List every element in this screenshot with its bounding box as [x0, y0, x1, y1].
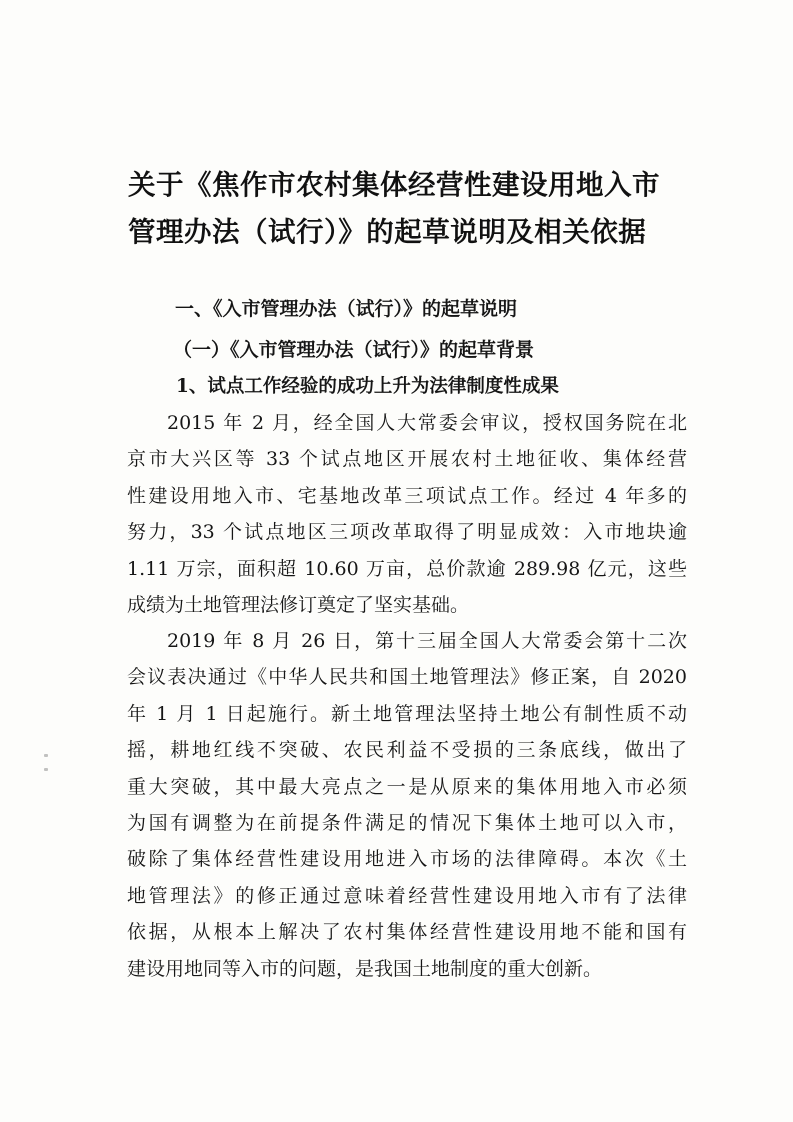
scan-margin-mark	[44, 768, 48, 771]
paragraph-line: 性建设用地入市、宅基地改革三项试点工作。经过 4 年多的	[127, 484, 687, 507]
paragraph-line: 1.11 万宗，面积超 10.60 万亩，总价款逾 289.98 亿元，这些	[127, 557, 687, 580]
section-heading-1: 一、《入市管理办法（试行）》的起草说明	[175, 298, 518, 320]
subsection-heading-1: （一）《入市管理办法（试行）》的起草背景	[173, 339, 535, 361]
paragraph-line: 2015 年 2 月，经全国人大常委会审议，授权国务院在北	[167, 412, 687, 434]
paragraph-line: 京市大兴区等 33 个试点地区开展农村土地征收、集体经营	[127, 448, 687, 471]
item-heading-1: 1、试点工作经验的成功上升为法律制度性成果	[176, 376, 559, 397]
title-line-2: 管理办法（试行）》的起草说明及相关依据	[128, 216, 647, 248]
body-paragraph-1	[127, 405, 687, 623]
paragraph-line: 地管理法》的修正通过意味着经营性建设用地入市有了法律	[127, 884, 687, 907]
paragraph-line: 成绩为土地管理法修订奠定了坚实基础。	[127, 594, 470, 617]
paragraph-line: 会议表决通过《中华人民共和国土地管理法》修正案，自 2020	[127, 666, 687, 689]
paragraph-line: 年 1 月 1 日起施行。新土地管理法坚持土地公有制性质不动	[127, 702, 687, 725]
paragraph-line: 为国有调整为在前提条件满足的情况下集体土地可以入市，	[127, 812, 687, 835]
paragraph-line: 建设用地同等入市的问题，是我国土地制度的重大创新。	[127, 957, 603, 980]
scan-margin-mark	[44, 754, 48, 757]
paragraph-line: 破除了集体经营性建设用地进入市场的法律障碍。本次《土	[127, 848, 687, 871]
title-line-1: 关于《焦作市农村集体经营性建设用地入市	[128, 169, 660, 201]
paragraph-line: 2019 年 8 月 26 日，第十三届全国人大常委会第十二次	[167, 630, 687, 652]
paragraph-line: 摇，耕地红线不突破、农民利益不受损的三条底线，做出了	[127, 739, 687, 762]
body-paragraph-2	[127, 623, 687, 987]
document-title	[128, 162, 688, 256]
paragraph-line: 依据，从根本上解决了农村集体经营性建设用地不能和国有	[127, 921, 687, 944]
paragraph-line: 努力，33 个试点地区三项改革取得了明显成效：入市地块逾	[127, 521, 687, 544]
paragraph-line: 重大突破，其中最大亮点之一是从原来的集体用地入市必须	[127, 775, 687, 798]
